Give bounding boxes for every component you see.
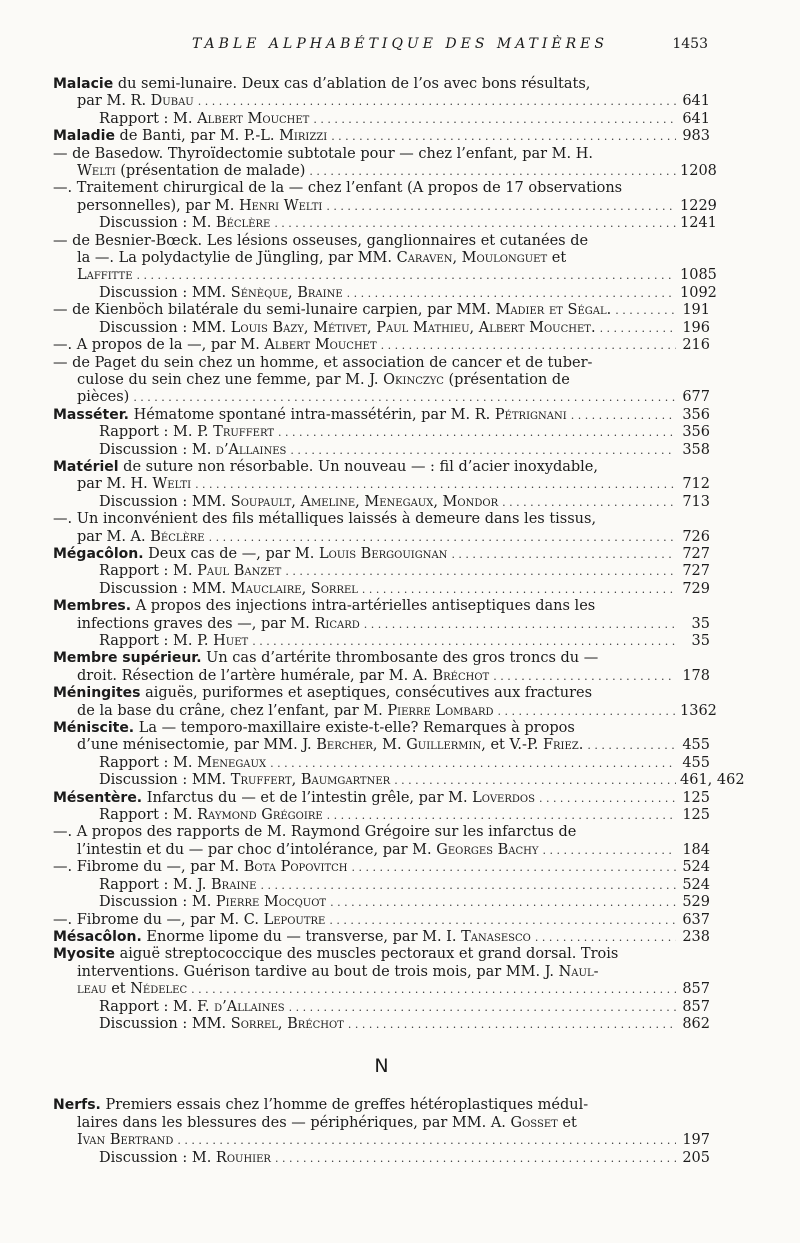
entry-text: Rapport : M. F.	[99, 998, 215, 1015]
dot-leader	[381, 337, 676, 354]
entry-text: Discussion : MM.	[99, 284, 231, 301]
dot-leader	[542, 842, 676, 859]
author-name: d’Allaines	[215, 441, 287, 458]
author-name: Béclère	[215, 215, 271, 232]
author-name: Welti	[77, 163, 116, 180]
page-ref: 637	[682, 911, 710, 928]
entry-text: Hématome spontané intra-massétérin, par M. R.	[128, 406, 495, 423]
page-ref: 205	[682, 1149, 710, 1166]
dot-leader	[290, 442, 676, 459]
index-line	[53, 755, 710, 772]
entry-text: Discussion : M.	[99, 1149, 216, 1166]
dot-leader	[330, 894, 676, 911]
entry-heading: Membres.	[53, 598, 132, 615]
page-ref: 356	[682, 406, 710, 423]
index-line	[53, 250, 710, 267]
index-list	[53, 76, 745, 1167]
entry-text: aiguës, puriformes et aseptiques, consécutives aux fractures	[140, 685, 593, 702]
page-ref: 983	[682, 128, 710, 145]
dot-leader	[347, 285, 676, 302]
entry-text: Discussion : M.	[99, 441, 216, 458]
section-letter: N	[374, 1055, 389, 1078]
entry-heading: Mésentère.	[53, 789, 143, 806]
dot-leader	[535, 929, 676, 946]
author-name: Pierre Mocquot	[215, 894, 327, 911]
entry-text: de Banti, par M. P.-L.	[114, 128, 280, 145]
page-ref: 727	[682, 545, 710, 562]
page-ref: 862	[682, 1015, 710, 1032]
dot-leader	[327, 807, 676, 824]
index-line	[53, 877, 710, 894]
dot-leader	[615, 302, 676, 319]
author-name: Ivan Bertrand	[77, 1132, 174, 1149]
entry-heading: Matériel	[53, 458, 119, 475]
index-entry-myosite	[53, 946, 710, 963]
author-name: Truffert, Baumgartner	[230, 772, 391, 789]
author-name: Henri Welti	[238, 197, 323, 214]
entry-text: d’une ménisectomie, par MM. J.	[77, 737, 317, 754]
page-ref: 1362	[680, 702, 717, 719]
page-ref: 729	[682, 580, 710, 597]
index-line	[53, 981, 710, 998]
page-ref: 524	[682, 859, 710, 876]
index-line	[53, 1115, 710, 1132]
entry-text: Rapport : M. P.	[99, 424, 214, 441]
author-name: Albert Mouchet	[197, 110, 310, 127]
page-ref: 712	[682, 476, 710, 493]
index-entry-materiel	[53, 459, 710, 476]
index-line	[53, 337, 710, 354]
dot-leader	[275, 1150, 676, 1167]
index-line	[53, 372, 710, 389]
author-name: Huet	[213, 633, 249, 649]
author-name: Welti	[152, 476, 192, 493]
index-line	[53, 999, 710, 1016]
page-ref: 529	[682, 894, 710, 911]
author-name: Bota Popovitch	[243, 859, 348, 876]
page-ref: 726	[682, 528, 710, 545]
author-name: Pierre Lombard	[387, 702, 494, 719]
index-entry-mesocolon	[53, 929, 710, 946]
author-name: Albert Mouchet	[264, 337, 377, 354]
entry-text: (présentation de	[443, 371, 570, 388]
index-line	[53, 581, 710, 598]
running-title: TABLE ALPHABÉTIQUE DES MATIÈRES	[191, 36, 608, 52]
page-ref: 35	[691, 633, 710, 649]
author-name: Soupault, Ameline, Menegaux, Mondor	[230, 493, 499, 510]
entry-text: Discussion : M.	[99, 894, 216, 911]
entry-heading: Membre supérieur.	[53, 650, 202, 667]
dot-leader	[364, 616, 676, 633]
author-name: leau	[77, 981, 107, 998]
page-ref: 191	[682, 302, 710, 319]
author-name: Gosset	[510, 1114, 558, 1131]
index-line	[53, 772, 745, 789]
page-ref: 184	[682, 841, 710, 858]
entry-text: Rapport : M.	[99, 563, 198, 580]
page-ref: 641	[682, 110, 710, 127]
index-line	[53, 494, 710, 511]
dot-leader	[331, 128, 676, 145]
author-name: Rouhier	[215, 1149, 271, 1166]
author-name: Raymond Grégoire	[197, 807, 323, 824]
entry-text: Rapport : M. P.	[99, 633, 214, 649]
dot-leader	[348, 1016, 676, 1033]
dot-leader	[137, 267, 676, 284]
index-entry-mesentere	[53, 790, 710, 807]
index-entry-maladie	[53, 128, 710, 145]
author-name: Georges Bachy	[436, 841, 539, 858]
dot-leader	[278, 424, 676, 441]
dot-leader	[451, 546, 676, 563]
index-line	[53, 842, 710, 859]
entry-text: du semi-lunaire. Deux cas d’ablation de l’os avec bons résultats,	[113, 76, 591, 92]
dot-leader	[329, 912, 676, 929]
index-line	[53, 1132, 710, 1149]
entry-text: de la base du crâne, chez l’enfant, par M.	[77, 702, 388, 719]
entry-text: Rapport : M.	[99, 807, 198, 824]
index-line	[53, 912, 710, 929]
entry-text: l’intestin et du — par choc d’intolérance, par M.	[77, 841, 437, 858]
entry-text: La — temporo-maxillaire existe-t-elle? Remarques à propos	[134, 720, 575, 737]
author-name: Okinczyc	[383, 371, 444, 388]
dot-leader	[600, 320, 676, 337]
entry-text: et V.-P.	[485, 737, 543, 754]
index-line	[53, 529, 710, 546]
author-name: Sorrel, Bréchot	[230, 1015, 344, 1032]
entry-text: aiguë streptococcique des muscles pectoraux et grand dorsal. Trois	[115, 946, 619, 963]
entry-text: et	[106, 981, 131, 998]
index-entry-membre-superieur	[53, 650, 710, 667]
page-ref: 727	[682, 563, 710, 580]
page-ref: 356	[682, 424, 710, 441]
entry-text: Rapport : M.	[99, 110, 198, 127]
entry-text: —. A propos de la —, par M.	[53, 337, 265, 354]
dot-leader	[309, 163, 676, 180]
dot-leader	[274, 215, 676, 232]
entry-text: Discussion : M.	[99, 215, 216, 232]
entry-text: Discussion : MM.	[99, 580, 231, 597]
index-line	[53, 964, 710, 981]
dot-leader	[252, 633, 676, 650]
index-line	[53, 284, 717, 302]
index-line	[53, 267, 717, 284]
entry-text: et	[557, 1114, 577, 1131]
index-line	[53, 163, 717, 180]
index-line	[53, 389, 710, 406]
page-ref: 1092	[680, 284, 717, 301]
index-line	[53, 442, 710, 459]
dot-leader	[326, 198, 676, 215]
dot-leader	[571, 407, 676, 424]
dot-leader	[394, 772, 676, 789]
author-name: Sénèque, Braine	[230, 284, 343, 301]
index-entry-malacie	[53, 76, 710, 93]
page-ref: 455	[682, 737, 710, 754]
author-name: Madier et Ségal.	[495, 302, 612, 319]
entry-text: Rapport : M.	[99, 754, 198, 771]
index-line	[53, 702, 717, 720]
index-line: — de Besnier-Bœck. Les lésions osseuses, ganglionnaires et cutanées de	[53, 232, 589, 249]
page-ref: 857	[682, 981, 710, 998]
author-name: Loverdos	[472, 789, 535, 806]
entry-heading: Masséter.	[53, 406, 129, 423]
index-line	[53, 668, 710, 685]
index-line: — de Basedow. Thyroïdectomie subtotale pour — chez l’enfant, par M. H.	[53, 145, 593, 162]
author-name: Tanasesco	[461, 928, 531, 945]
dot-leader	[289, 999, 676, 1016]
index-line	[53, 111, 710, 128]
dot-leader	[539, 790, 676, 807]
author-name: Caraven, Moulonguet	[396, 250, 548, 267]
dot-leader	[587, 737, 676, 754]
index-line	[53, 215, 717, 232]
dot-leader	[209, 529, 676, 546]
entry-heading: Méniscite.	[53, 720, 135, 737]
entry-text: — de Kienböch bilatérale du semi-lunaire carpien, par MM.	[53, 302, 496, 319]
entry-heading: Méningites	[53, 685, 141, 702]
dot-leader	[195, 476, 676, 493]
page-ref: 1085	[680, 267, 717, 284]
page-ref: 1229	[680, 197, 717, 214]
index-entry-membres	[53, 598, 710, 615]
author-name: Friez.	[542, 737, 584, 754]
page-number: 1453	[672, 36, 708, 52]
index-line	[53, 476, 710, 493]
page-ref: 178	[682, 667, 710, 684]
entry-text: interventions. Guérison tardive au bout de trois mois, par MM. J.	[77, 963, 559, 980]
author-name: Menegaux	[197, 754, 267, 771]
author-name: Laffitte	[77, 267, 133, 284]
entry-text: pièces)	[77, 389, 130, 406]
dot-leader	[502, 494, 676, 511]
page-ref: 196	[682, 319, 710, 336]
entry-text: laires dans les blessures des — périphériques, par MM. A.	[77, 1114, 511, 1131]
page-ref: 1208	[680, 163, 717, 180]
author-name: Bercher, M. Guillermin,	[316, 737, 486, 754]
index-line: —. Traitement chirurgical de la — chez l’enfant (A propos de 17 observations	[53, 180, 623, 197]
author-name: Ricard	[314, 615, 360, 632]
index-entry-masseter	[53, 407, 710, 424]
dot-leader	[191, 981, 676, 998]
dot-leader	[352, 859, 676, 876]
page-ref: 455	[682, 754, 710, 771]
dot-leader	[260, 877, 676, 894]
author-name: d’Allaines	[214, 998, 285, 1015]
index-entry-nerfs	[53, 1097, 710, 1114]
author-name: Dubau	[150, 93, 194, 110]
author-name: Nédelec	[130, 981, 188, 998]
entry-text: Discussion : MM.	[99, 1015, 231, 1032]
entry-text: —. Fibrome du —, par M. C.	[53, 911, 264, 928]
entry-text: de suture non résorbable. Un nouveau — : fil d’acier inoxydable,	[118, 458, 598, 475]
entry-text: A propos des injections intra-artérielles antiseptiques dans les	[131, 598, 596, 615]
dot-leader	[313, 111, 676, 128]
entry-heading: Mésacôlon.	[53, 928, 142, 945]
index-line	[53, 93, 710, 110]
entry-heading: Maladie	[53, 128, 115, 145]
index-line	[53, 859, 710, 876]
entry-heading: Malacie	[53, 76, 114, 92]
index-line	[53, 1016, 710, 1033]
index-entry-megacolon	[53, 546, 710, 563]
index-line	[53, 302, 710, 319]
index-line: —. Un inconvénient des fils métalliques laissés à demeure dans les tissus,	[53, 511, 597, 528]
author-name: Pétrignani	[494, 406, 567, 423]
dot-leader	[285, 563, 676, 580]
entry-text: par M. A.	[77, 528, 151, 545]
page-ref: 216	[682, 337, 710, 354]
author-name: Béclère	[150, 528, 205, 545]
entry-text: Rapport : M. J.	[99, 876, 212, 893]
page-ref: 524	[682, 876, 710, 893]
entry-text: Premiers essais chez l’homme de greffes hétéroplastiques médul-	[100, 1097, 589, 1114]
entry-text: par M. H.	[77, 476, 153, 493]
author-name: Louis Bazy, Métivet, Paul Mathieu, Albert Mouchet.	[230, 319, 596, 336]
page-ref: 1241	[680, 215, 717, 232]
entry-heading: Myosite	[53, 946, 115, 963]
entry-text: Infarctus du — et de l’intestin grêle, par M.	[142, 789, 473, 806]
entry-text: la —. La polydactylie de Jüngling, par MM.	[77, 250, 397, 267]
dot-leader	[198, 93, 676, 110]
index-line	[53, 1150, 710, 1167]
entry-text: culose du sein chez une femme, par M. J.	[77, 371, 384, 388]
index-line	[53, 320, 710, 337]
page-ref: 641	[682, 93, 710, 110]
entry-heading: Mégacôlon.	[53, 545, 144, 562]
page-ref: 677	[682, 389, 710, 406]
entry-heading: Nerfs.	[53, 1097, 101, 1114]
index-line	[53, 894, 710, 911]
entry-text: Discussion : MM.	[99, 493, 231, 510]
index-line	[53, 616, 710, 633]
index-line	[53, 807, 710, 824]
index-entry-meniscite	[53, 720, 710, 737]
dot-leader	[362, 581, 676, 598]
page-ref: 197	[682, 1132, 710, 1149]
entry-text: Discussion : MM.	[99, 772, 231, 789]
dot-leader	[498, 703, 676, 720]
entry-text: droit. Résection de l’artère humérale, par M. A.	[77, 667, 433, 684]
index-line	[53, 633, 710, 650]
page-ref: 857	[682, 998, 710, 1015]
entry-text: Deux cas de —, par M.	[143, 545, 319, 562]
index-line	[53, 197, 717, 215]
entry-text: Enorme lipome du — transverse, par M. I.	[141, 928, 462, 945]
author-name: Naul-	[558, 963, 599, 980]
index-line: — de Paget du sein chez un homme, et association de cancer et de tuber-	[53, 354, 593, 371]
page-ref: 125	[682, 807, 710, 824]
index-line	[53, 737, 710, 754]
index-line: —. A propos des rapports de M. Raymond Grégoire sur les infarctus de	[53, 824, 577, 841]
page-ref: 713	[682, 493, 710, 510]
running-header	[0, 36, 800, 56]
entry-text: infections graves des —, par M.	[77, 615, 315, 632]
index-entry-meningites	[53, 685, 710, 702]
dot-leader	[177, 1132, 676, 1149]
dot-leader	[493, 668, 676, 685]
author-name: Louis Bergouignan	[319, 545, 448, 562]
dot-leader	[270, 755, 676, 772]
page-ref: 35	[691, 615, 710, 632]
author-name: Paul Banzet	[197, 563, 282, 580]
entry-text: —. Fibrome du —, par M.	[53, 859, 244, 876]
page-ref: 461, 462	[680, 772, 745, 789]
dot-leader	[133, 389, 676, 406]
author-name: Lepoutre	[263, 911, 326, 928]
entry-text: par M. R.	[77, 93, 151, 110]
page-ref: 125	[682, 789, 710, 806]
entry-text: et	[547, 250, 567, 267]
author-name: Braine	[211, 876, 257, 893]
page-ref: 358	[682, 441, 710, 458]
entry-text: Discussion : MM.	[99, 319, 231, 336]
entry-text: personnelles), par M.	[77, 197, 239, 214]
author-name: Mauclaire, Sorrel	[230, 580, 358, 597]
author-name: Truffert	[213, 424, 274, 441]
author-name: Mirizzi	[279, 128, 328, 145]
entry-text: (présentation de malade)	[115, 163, 306, 180]
index-line	[53, 563, 710, 580]
entry-text: Un cas d’artérite thrombosante des gros troncs du —	[201, 650, 599, 667]
page-ref: 238	[682, 928, 710, 945]
author-name: Bréchot	[432, 667, 490, 684]
index-line	[53, 424, 710, 441]
